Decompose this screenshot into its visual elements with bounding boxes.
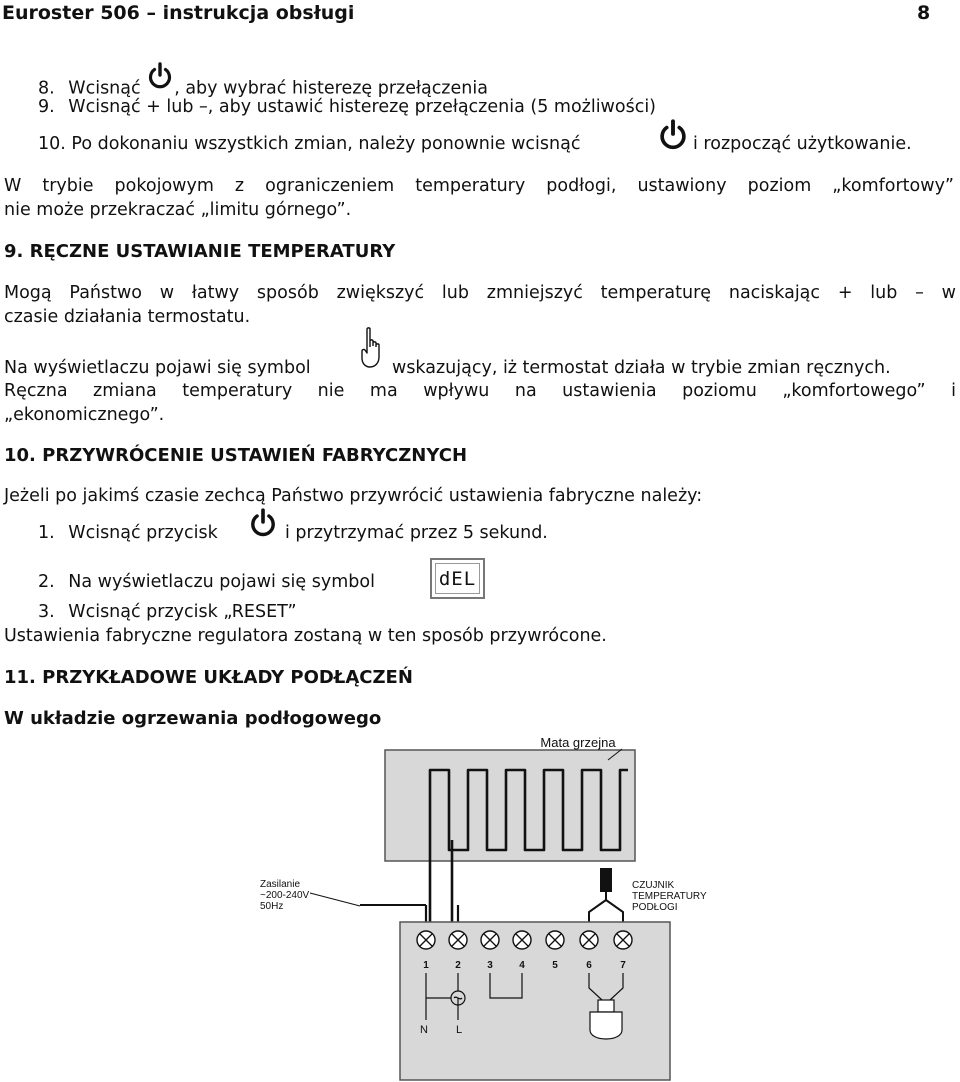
live-label: L bbox=[456, 1024, 463, 1036]
step-text: Na wyświetlaczu pojawi się symbol bbox=[68, 572, 375, 592]
step-number: 2. bbox=[38, 572, 55, 592]
terminal-7: 7 bbox=[620, 960, 626, 971]
power-icon bbox=[657, 119, 689, 155]
step-text: Wcisnąć + lub –, aby ustawić histerezę przełączenia (5 możliwości) bbox=[68, 97, 657, 117]
step-number: 9. bbox=[38, 97, 55, 117]
section-9-p2-after: wskazujący, iż termostat działa w trybie zmian ręcznych. bbox=[392, 358, 891, 378]
terminal-5: 5 bbox=[552, 960, 558, 971]
section-10-outro: Ustawienia fabryczne regulatora zostaną w ten sposób przywrócone. bbox=[4, 626, 607, 646]
floor-limit-line-2: nie może przekraczać „limitu górnego”. bbox=[4, 200, 352, 220]
section-9-title: 9. RĘCZNE USTAWIANIE TEMPERATURY bbox=[4, 241, 396, 262]
wiring-diagram bbox=[240, 730, 707, 1080]
step-10 bbox=[38, 134, 580, 154]
document-title: Euroster 506 – instrukcja obsługi bbox=[2, 2, 355, 24]
display-del-icon bbox=[430, 558, 485, 599]
supply-label-2: ~200-240V bbox=[260, 890, 310, 901]
page-number: 8 bbox=[917, 2, 931, 24]
section-10-step-2 bbox=[38, 572, 375, 592]
section-9-p2-before: Na wyświetlaczu pojawi się symbol bbox=[4, 358, 311, 378]
section-9-p1-line1: Mogą Państwo w łatwy sposób zwiększyć lub zmniejszyć temperaturę naciskając + lub – w bbox=[4, 283, 956, 303]
terminal-4: 4 bbox=[519, 960, 525, 971]
section-10-step-1 bbox=[38, 523, 218, 543]
section-9-p1-line2: czasie działania termostatu. bbox=[4, 307, 251, 327]
step-10-after: i rozpocząć użytkowanie. bbox=[693, 134, 912, 154]
section-10-intro: Jeżeli po jakimś czasie zechcą Państwo przywrócić ustawienia fabryczne należy: bbox=[4, 486, 703, 506]
terminal-6: 6 bbox=[586, 960, 592, 971]
section-9-p3-line2: „ekonomicznego”. bbox=[4, 405, 165, 425]
section-10-step-1-after: i przytrzymać przez 5 sekund. bbox=[285, 523, 548, 543]
step-number: 3. bbox=[38, 602, 55, 622]
heating-mat bbox=[385, 750, 635, 861]
neutral-label: N bbox=[420, 1024, 428, 1036]
power-icon bbox=[248, 508, 278, 542]
display-symbol: dEL bbox=[438, 567, 477, 590]
section-10-title: 10. PRZYWRÓCENIE USTAWIEŃ FABRYCZNYCH bbox=[4, 445, 468, 466]
step-number: 1. bbox=[38, 523, 55, 543]
section-11-title: 11. PRZYKŁADOWE UKŁADY PODŁĄCZEŃ bbox=[4, 667, 413, 688]
floor-limit-line-1: W trybie pokojowym z ograniczeniem temperatury podłogi, ustawiony poziom „komfortowy” bbox=[4, 176, 954, 196]
section-9-p3-line1: Ręczna zmiana temperatury nie ma wpływu na ustawienia poziomu „komfortowego” i bbox=[4, 381, 956, 401]
sensor-plug bbox=[600, 868, 612, 892]
supply-label-1: Zasilanie bbox=[260, 879, 301, 890]
step-text-after: , aby wybrać histerezę przełączenia bbox=[174, 78, 488, 99]
sensor-label-1: CZUJNIK bbox=[632, 880, 675, 891]
terminal-1: 1 bbox=[423, 960, 429, 971]
power-icon bbox=[146, 62, 174, 95]
hand-icon bbox=[358, 327, 384, 375]
step-9 bbox=[38, 97, 656, 117]
step-text-before: Po dokonaniu wszystkich zmian, należy ponownie wcisnąć bbox=[71, 134, 581, 154]
supply-label-3: 50Hz bbox=[260, 901, 284, 912]
section-10-step-3 bbox=[38, 602, 297, 622]
sensor-label-3: PODŁOGI bbox=[632, 902, 678, 913]
step-text-before: Wcisnąć przycisk bbox=[68, 523, 218, 543]
section-11-subtitle: W układzie ogrzewania podłogowego bbox=[4, 708, 382, 729]
step-number: 8. bbox=[38, 78, 55, 99]
step-text: Wcisnąć przycisk „RESET” bbox=[68, 602, 297, 622]
step-text-before: Wcisnąć bbox=[68, 78, 147, 99]
terminal-2: 2 bbox=[455, 960, 461, 971]
mat-label: Mata grzejna bbox=[540, 735, 616, 750]
terminal-3: 3 bbox=[487, 960, 493, 971]
sensor-label-2: TEMPERATURY bbox=[632, 891, 707, 902]
step-number: 10. bbox=[38, 134, 66, 154]
